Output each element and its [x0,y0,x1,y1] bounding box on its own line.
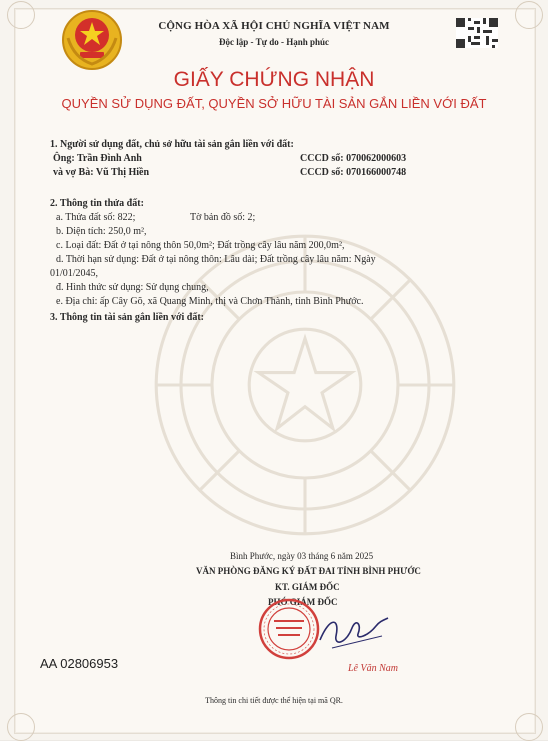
serial-number: AA 02806953 [40,656,119,671]
signer-title-deputy: PHÓ GIÁM ĐỐC [268,597,338,607]
official-seal-icon [258,598,320,660]
owner2-id: CCCD số: 070166000748 [300,167,407,178]
land-use-term: d. Thời hạn sử dụng: Đất ở tại nông thôn: Lâu dài; Đất trồng cây lâu năm: Ngày [56,254,376,265]
owner2-name: và vợ Bà: Vũ Thị Hiền [53,167,150,178]
qr-note: Thông tin chi tiết được thể hiện tại mã QR. [205,696,343,705]
drum-watermark-icon [150,230,460,540]
signer-title-kt: KT. GIÁM ĐỐC [275,582,340,592]
motto: Độc lập - Tự do - Hạnh phúc [218,37,329,47]
parcel-area: b. Diện tích: 250,0 m², [56,226,147,237]
land-type: c. Loại đất: Đất ở tại nông thôn 50,0m²; Đất trồng cây lâu năm 200,0m², [56,240,345,251]
corner-ornament [515,713,543,741]
issue-place-date: Bình Phước, ngày 03 tháng 6 năm 2025 [230,551,374,561]
issuing-office: VĂN PHÒNG ĐĂNG KÝ ĐẤT ĐAI TỈNH BÌNH PHƯỚC [196,566,421,576]
document-title: GIẤY CHỨNG NHẬN [173,68,375,91]
land-use-form: đ. Hình thức sử dụng: Sử dụng chung, [56,282,209,293]
map-sheet-number: Tờ bản đồ số: 2; [190,212,256,223]
signer-name: Lê Văn Nam [348,663,398,674]
owner1-name: Ông: Trần Đình Anh [53,153,142,164]
parcel-number: a. Thửa đất số: 822; [56,212,136,223]
parcel-address: e. Địa chỉ: ấp Cây Gõ, xã Quang Minh, thị và Chơn Thành, tỉnh Bình Phước. [56,296,364,307]
section3-heading: 3. Thông tin tài sản gắn liền với đất: [50,312,204,323]
owner1-id: CCCD số: 070062000603 [300,153,407,164]
handwritten-signature-icon [312,606,392,656]
land-use-term-date: 01/01/2045, [50,268,99,279]
country-header: CỘNG HÒA XÃ HỘI CHỦ NGHĨA VIỆT NAM [158,20,390,32]
corner-ornament [7,713,35,741]
section1-heading: 1. Người sử dụng đất, chủ sở hữu tài sản gắn liền với đất: [50,139,294,150]
document-subtitle: QUYỀN SỬ DỤNG ĐẤT, QUYỀN SỞ HỮU TÀI SẢN GẮN LIỀN VỚI ĐẤT [61,96,487,111]
section2-heading: 2. Thông tin thửa đất: [50,198,144,209]
